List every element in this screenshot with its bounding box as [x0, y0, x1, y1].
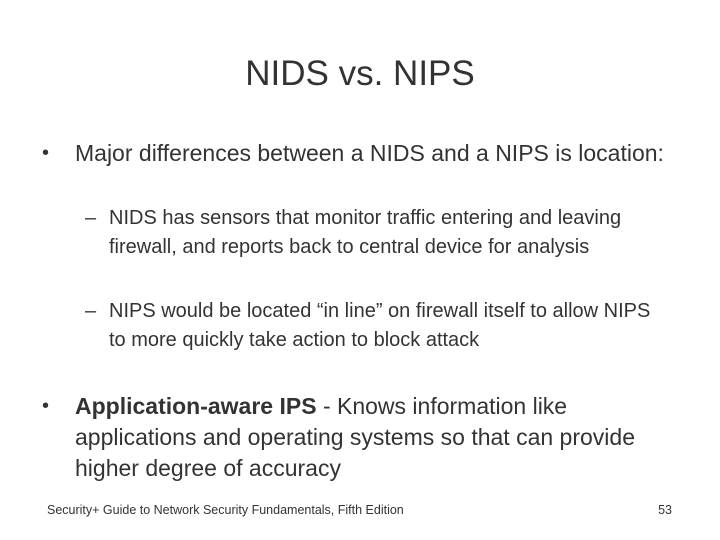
sub-bullet-text: NIPS would be located “in line” on firewall itself to allow NIPS to more quickly take action to block attack	[109, 300, 651, 351]
sub-bullet-text: NIDS has sensors that monitor traffic entering and leaving firewall, and reports back to central device for analysis	[109, 207, 622, 258]
bullet-marker: •	[42, 142, 50, 164]
bullet-bold-term: Application-aware IPS	[75, 393, 317, 419]
bullet-marker: •	[42, 395, 50, 417]
bullet-item-location	[42, 138, 675, 168]
page-number: 53	[658, 503, 672, 517]
sub-bullet-marker: –	[85, 207, 97, 229]
bullet-item-application-aware-ips	[42, 391, 675, 484]
slide-title: NIDS vs. NIPS	[245, 54, 475, 93]
sub-bullet-marker: –	[85, 300, 97, 322]
sub-bullet-nips	[85, 297, 669, 355]
footer-source: Security+ Guide to Network Security Fundamentals, Fifth Edition	[47, 503, 404, 517]
sub-bullet-nids	[85, 204, 669, 262]
bullet-text: Major differences between a NIDS and a NIPS is location:	[75, 140, 664, 166]
bullet-text: - Knows information like applications and operating systems so that can provide higher degree of accuracy	[75, 393, 635, 481]
